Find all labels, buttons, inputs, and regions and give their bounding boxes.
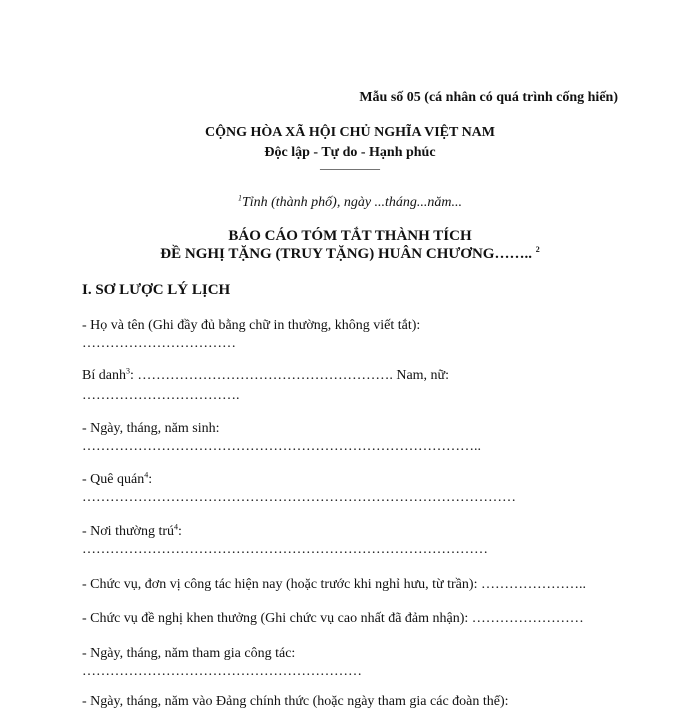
proposed-position-field[interactable]: - Chức vụ đề nghị khen thưởng (Ghi chức vụ cao nhất đã đảm nhận): …………………… [82, 611, 584, 626]
report-title-line1: BÁO CÁO TÓM TẮT THÀNH TÍCH [228, 228, 472, 244]
place-date-line [0, 195, 700, 211]
dob-label: - Ngày, tháng, năm sinh: [82, 421, 220, 436]
footnote-marker-4a: 4 [144, 470, 149, 480]
alias-field-line [82, 368, 449, 384]
section-heading: I. SƠ LƯỢC LÝ LỊCH [82, 282, 231, 298]
footnote-marker-2: 2 [535, 245, 540, 254]
footnote-marker-3: 3 [125, 366, 130, 376]
full-name-field[interactable]: …………………………… [82, 336, 236, 351]
residence-colon: : [178, 524, 182, 539]
hometown-label: - Quê quán [82, 472, 145, 487]
hometown-label-line [82, 472, 152, 488]
report-title-line2 [0, 246, 700, 262]
country-name: CỘNG HÒA XÃ HỘI CHỦ NGHĨA VIỆT NAM [204, 125, 495, 140]
hometown-colon: : [148, 472, 153, 487]
full-name-label: - Họ và tên (Ghi đầy đủ bằng chữ in thường, không viết tắt): [82, 318, 421, 333]
motto-underline: ————— [320, 161, 380, 175]
form-template-label: Mẫu số 05 (cá nhân có quá trình cống hiến) [359, 90, 618, 105]
report-title-text: ĐỀ NGHỊ TẶNG (TRUY TẶNG) HUÂN CHƯƠNG…….. [160, 246, 532, 262]
join-date-label: - Ngày, tháng, năm tham gia công tác: [82, 646, 296, 661]
gender-field[interactable]: ……………………………. [82, 388, 240, 403]
national-motto: Độc lập - Tự do - Hạnh phúc [264, 145, 436, 160]
residence-field[interactable]: …………………………………………………………………………… [82, 542, 488, 557]
alias-field[interactable]: : ………………………………………………. Nam, nữ: [129, 368, 450, 383]
alias-label: Bí danh [82, 368, 126, 383]
dob-field[interactable]: ………………………………………………………………………….. [82, 439, 481, 454]
footnote-marker-4b: 4 [174, 522, 178, 532]
place-date-text: Tỉnh (thành phố), ngày ...tháng...năm... [241, 195, 463, 210]
current-position-field[interactable]: - Chức vụ, đơn vị công tác hiện nay (hoặc trước khi nghỉ hưu, từ trần): ………………….. [82, 577, 586, 592]
footnote-marker-1: 1 [237, 193, 242, 203]
residence-label-line [82, 524, 182, 540]
hometown-field[interactable]: ………………………………………………………………………………… [82, 490, 516, 505]
party-date-label-partial: - Ngày, tháng, năm vào Đảng chính thức (hoặc ngày tham gia các đoàn thể): [82, 694, 509, 709]
join-date-field[interactable]: …………………………………………………… [82, 664, 362, 679]
residence-label: - Nơi thường trú [82, 524, 174, 539]
